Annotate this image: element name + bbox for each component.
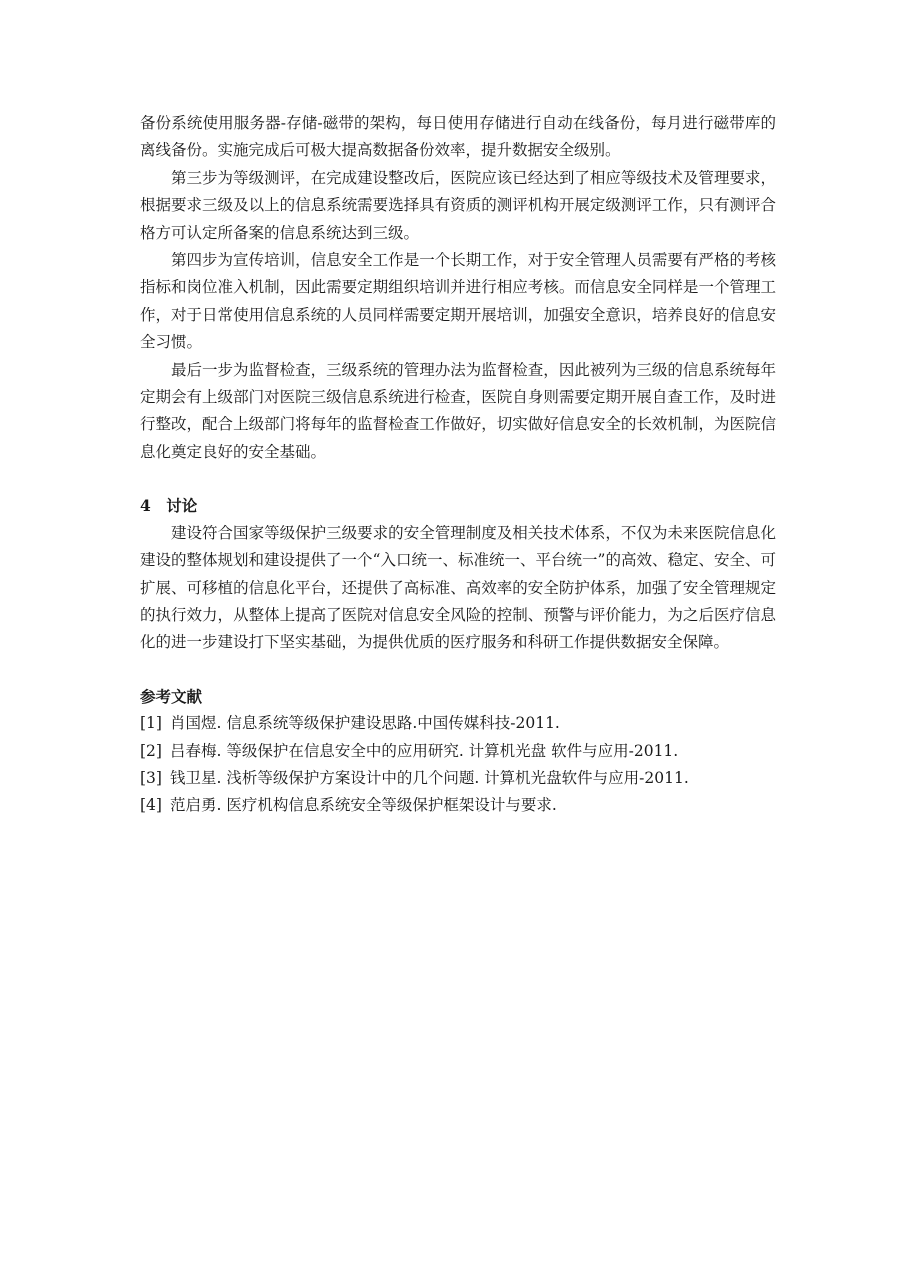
reference-number: [3] xyxy=(140,768,162,787)
section-heading-discussion: 4 讨论 xyxy=(140,496,198,516)
reference-text: 吕春梅. 等级保护在信息安全中的应用研究. 计算机光盘 软件与应用-2011. xyxy=(169,741,679,760)
paragraph-discussion: 建设符合国家等级保护三级要求的安全管理制度及相关技术体系，不仅为未来医院信息化建设的整体规划和建设提供了一个“入口统一、标准统一、平台统一”的高效、稳定、安全、可扩展、可移植的信息化平台，还提供了高标准、高效率的安全防护体系，加强了安全管理规定的执行效力，从整体上提高了医院对信息安全风险的控制、预警与评价能力，为之后医疗信息化的进一步建设打下坚实基础，为提供优质的医疗服务和科研工作提供数据安全保障。 xyxy=(140,523,776,652)
paragraph-backup-architecture: 备份系统使用服务器-存储-磁带的架构，每日使用存储进行自动在线备份，每月进行磁带库的离线备份。实施完成后可极大提高数据备份效率，提升数据安全级别。 xyxy=(140,114,776,160)
paragraph-step4-training: 第四步为宣传培训，信息安全工作是一个长期工作，对于安全管理人员需要有严格的考核指标和岗位准入机制，因此需要定期组织培训并进行相应考核。而信息安全同样是一个管理工作，对于日常使用信息系统的人员同样需要定期开展培训，加强安全意识，培养良好的信息安全习惯。 xyxy=(140,251,776,352)
reference-item xyxy=(140,792,776,819)
reference-number: [4] xyxy=(140,796,162,815)
reference-text: 范启勇. 医疗机构信息系统安全等级保护框架设计与要求. xyxy=(169,796,557,815)
references-title: 参考文献 xyxy=(140,686,203,706)
paragraph-final-step-supervision: 最后一步为监督检查，三级系统的管理办法为监督检查，因此被列为三级的信息系统每年定期会有上级部门对医院三级信息系统进行检查，医院自身则需要定期开展自查工作，及时进行整改，配合上级部门将每年的监督检查工作做好，切实做好信息安全的长效机制，为医院信息化奠定良好的安全基础。 xyxy=(140,360,776,461)
reference-number: [1] xyxy=(140,714,162,733)
reference-text: 肖国煜. 信息系统等级保护建设思路.中国传媒科技-2011. xyxy=(169,714,560,733)
reference-number: [2] xyxy=(140,741,162,760)
reference-list xyxy=(140,710,776,820)
section-spacer xyxy=(140,466,776,492)
reference-text: 钱卫星. 浅析等级保护方案设计中的几个问题. 计算机光盘软件与应用-2011. xyxy=(169,768,689,787)
document-page xyxy=(140,110,776,820)
section-spacer xyxy=(140,657,776,683)
reference-item xyxy=(140,738,776,765)
reference-item xyxy=(140,710,776,737)
reference-item xyxy=(140,765,776,792)
paragraph-step3-assessment: 第三步为等级测评，在完成建设整改后，医院应该已经达到了相应等级技术及管理要求，根据要求三级及以上的信息系统需要选择具有资质的测评机构开展定级测评工作，只有测评合格方可认定所备案的信息系统达到三级。 xyxy=(140,168,776,242)
